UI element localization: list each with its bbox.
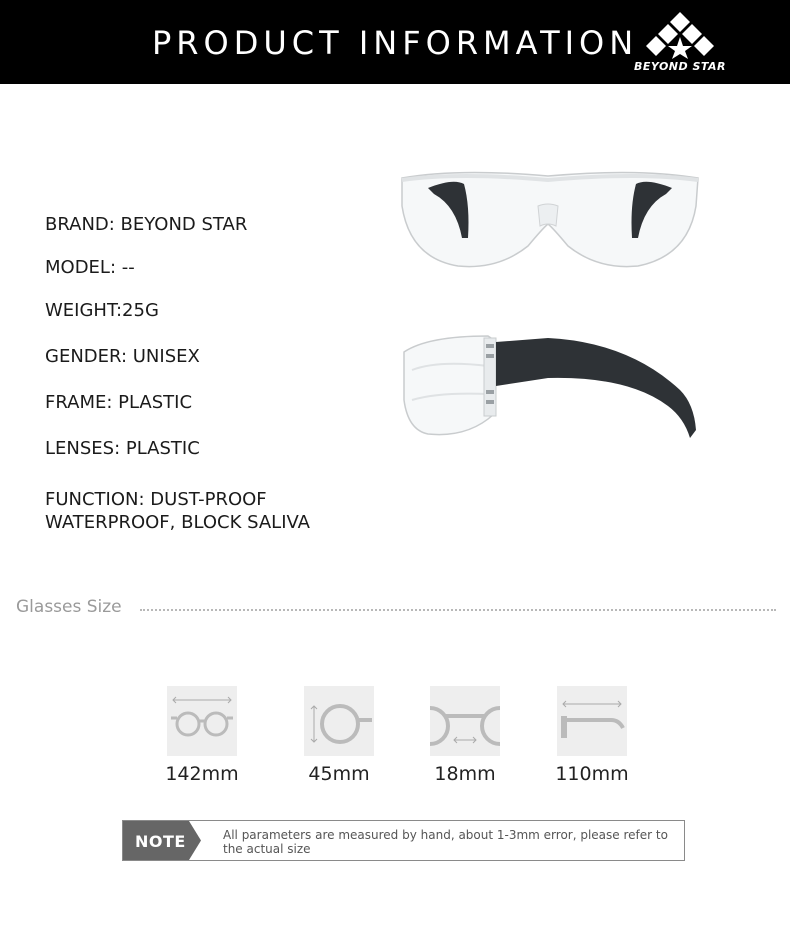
spec-function-line2: WATERPROOF, BLOCK SALIVA bbox=[45, 512, 310, 533]
lens-height-icon bbox=[304, 686, 374, 756]
brand-logo bbox=[630, 10, 730, 76]
glasses-front-view-image bbox=[398, 166, 702, 276]
spec-frame: FRAME: PLASTIC bbox=[45, 392, 193, 413]
note-label: NOTE bbox=[135, 832, 186, 851]
size-label-temple-length: 110mm bbox=[555, 763, 629, 785]
spec-function-line1: FUNCTION: DUST-PROOF bbox=[45, 489, 267, 510]
size-label-total-width: 142mm bbox=[165, 763, 239, 785]
glasses-size-title: Glasses Size bbox=[16, 597, 122, 617]
header-bar bbox=[0, 0, 790, 84]
note-text: All parameters are measured by hand, about 1-3mm error, please refer to the actual size bbox=[223, 828, 668, 856]
spec-brand: BRAND: BEYOND STAR bbox=[45, 214, 248, 235]
note-box bbox=[122, 820, 685, 861]
bridge-width-icon bbox=[430, 686, 500, 756]
spec-lenses: LENSES: PLASTIC bbox=[45, 438, 200, 459]
spec-model: MODEL: -- bbox=[45, 257, 135, 278]
temple-length-icon bbox=[557, 686, 627, 756]
brand-logo-text: BEYOND STAR bbox=[633, 60, 727, 73]
star-diamond-icon bbox=[630, 10, 730, 60]
glasses-side-view-image bbox=[398, 330, 702, 442]
spec-function bbox=[45, 488, 365, 534]
spec-gender: GENDER: UNISEX bbox=[45, 346, 200, 367]
total-width-icon bbox=[167, 686, 237, 756]
dotted-divider bbox=[140, 609, 776, 611]
spec-weight: WEIGHT:25G bbox=[45, 300, 159, 321]
page-title: PRODUCT INFORMATION bbox=[152, 24, 639, 62]
size-label-lens-height: 45mm bbox=[308, 763, 370, 785]
size-label-bridge-width: 18mm bbox=[434, 763, 496, 785]
